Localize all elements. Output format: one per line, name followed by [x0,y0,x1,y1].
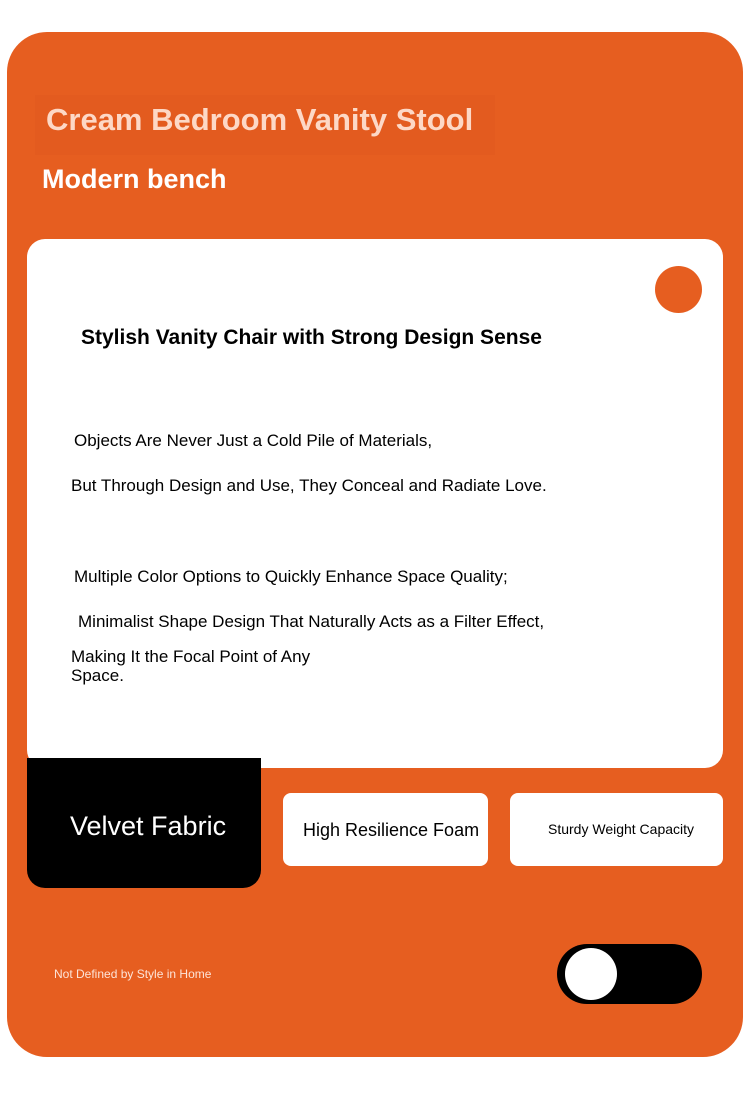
description-line: Making It the Focal Point of Any Space. [71,647,311,685]
description-heading: Stylish Vanity Chair with Strong Design Sense [81,326,542,349]
decorative-dot [655,266,702,313]
description-line: But Through Design and Use, They Conceal and Radiate Love. [71,476,547,495]
style-toggle[interactable] [557,944,702,1004]
feature-fabric-label: Velvet Fabric [70,811,227,841]
product-title: Cream Bedroom Vanity Stool [46,102,474,137]
feature-foam-label: High Resilience Foam [303,820,480,840]
toggle-knob [565,948,617,1000]
footer-text: Not Defined by Style in Home [54,967,212,981]
description-line: Multiple Color Options to Quickly Enhance Space Quality; [74,567,508,586]
description-line: Minimalist Shape Design That Naturally Acts as a Filter Effect, [78,612,545,631]
feature-capacity-label: Sturdy Weight Capacity [548,821,695,837]
description-line: Objects Are Never Just a Cold Pile of Materials, [74,431,433,450]
description-panel [27,239,723,768]
product-subtitle: Modern bench [42,164,227,194]
